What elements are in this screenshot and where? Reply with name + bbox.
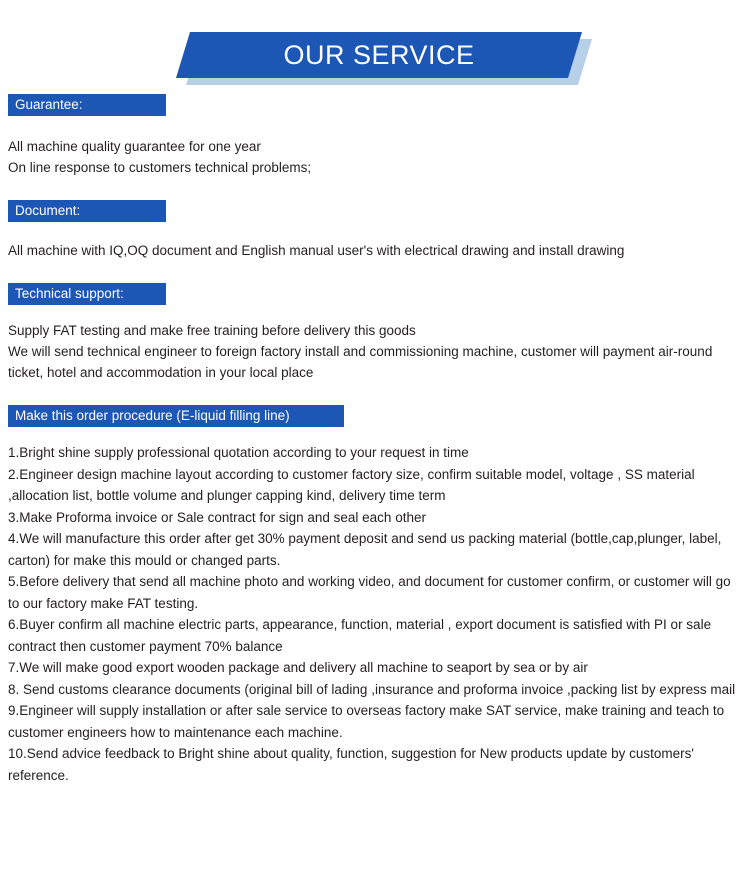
list-item: 9.Engineer will supply installation or after sale service to overseas factory make SAT service, make training and teach to customer engineers how to maintenance each machine. <box>8 703 725 740</box>
list-item: 4.We will manufacture this order after get 30% payment deposit and send us packing material (bottle,cap,plunger, label, carton) for make this mould or changed parts. <box>8 531 722 568</box>
section-order-procedure <box>8 405 742 786</box>
section-heading-document: Document: <box>8 200 166 222</box>
section-document <box>8 200 742 261</box>
section-body-guarantee <box>8 136 742 178</box>
section-body-technical-support <box>8 320 742 383</box>
text-line: All machine with IQ,OQ document and English manual user's with electrical drawing and install drawing <box>8 243 625 258</box>
section-technical-support <box>8 283 742 383</box>
section-heading-guarantee: Guarantee: <box>8 94 166 116</box>
list-item: 1.Bright shine supply professional quotation according to your request in time <box>8 445 469 460</box>
section-body-order-procedure <box>8 442 742 786</box>
text-line: All machine quality guarantee for one year <box>8 139 261 154</box>
section-body-document <box>8 240 742 261</box>
text-line: Supply FAT testing and make free training before delivery this goods <box>8 323 416 338</box>
service-document-page <box>0 14 750 871</box>
text-line: We will send technical engineer to foreign factory install and commissioning machine, customer will payment air-round ticket, hotel and accommodation in your local place <box>8 344 713 380</box>
list-item: 6.Buyer confirm all machine electric parts, appearance, function, material , export document is satisfied with PI or sale contract then customer payment 70% balance <box>8 617 712 654</box>
header-banner <box>0 14 750 94</box>
list-item: 8. Send customs clearance documents (original bill of lading ,insurance and proforma invoice ,packing list by express mail <box>8 681 736 697</box>
list-item: 5.Before delivery that send all machine photo and working video, and document for customer confirm, or customer will go to our factory make FAT testing. <box>8 574 731 611</box>
list-item: 10.Send advice feedback to Bright shine about quality, function, suggestion for New products update by customers' reference. <box>8 746 694 783</box>
text-line: On line response to customers technical problems; <box>8 160 312 175</box>
section-heading-order-procedure: Make this order procedure (E-liquid filling line) <box>8 405 344 427</box>
list-item: 3.Make Proforma invoice or Sale contract for sign and seal each other <box>8 509 426 525</box>
section-heading-technical-support: Technical support: <box>8 283 166 305</box>
section-guarantee <box>8 94 742 178</box>
page-title: OUR SERVICE <box>283 40 475 70</box>
list-item: 2.Engineer design machine layout according to customer factory size, confirm suitable model, voltage , SS material ,allocation list, bottle volume and plunger capping kind, delivery time term <box>8 466 695 503</box>
list-item: 7.We will make good export wooden package and delivery all machine to seaport by sea or by air <box>8 660 588 675</box>
